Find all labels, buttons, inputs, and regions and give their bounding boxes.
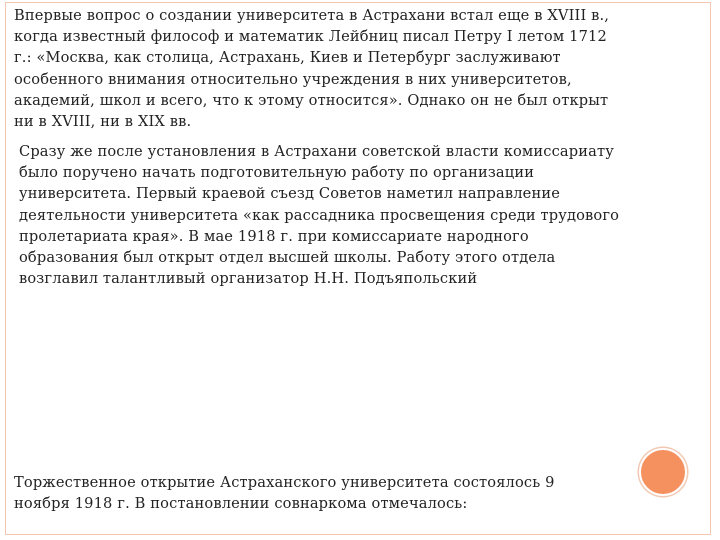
- text-line: академий, школ и всего, что к этому относится». Однако он не был открыт: [14, 91, 609, 109]
- text-line: особенного внимания относительно учреждения в них университетов,: [14, 70, 572, 88]
- text-line: Впервые вопрос о создании университета в Астрахани встал еще в XVIII в.,: [14, 7, 610, 24]
- text-line: образования был открыт отдел высшей школы. Работу этого отдела: [19, 249, 556, 267]
- text-line: возглавил талантливый организатор Н.Н. Подъяпольский: [19, 270, 478, 288]
- text-line: Торжественное открытие Астраханского университета состоялось 9: [14, 474, 555, 491]
- paragraph-history-intro: [14, 5, 674, 132]
- text-line: пролетариата края». В мае 1918 г. при комиссариате народного: [19, 227, 529, 245]
- text-line: г.: «Москва, как столица, Астрахань, Киев и Петербург заслуживают: [14, 49, 561, 67]
- text-line: ни в XVIII, ни в XIX вв.: [14, 113, 192, 131]
- paragraph-opening-ceremony: [14, 472, 674, 514]
- text-line: ноября 1918 г. В постановлении совнаркома отмечалось:: [14, 495, 468, 513]
- text-line: Сразу же после установления в Астрахани советской власти комиссариату: [19, 143, 614, 160]
- paragraph-soviet-period: [19, 141, 679, 289]
- text-line: университета. Первый краевой съезд Советов наметил направление: [19, 185, 561, 203]
- text-line: деятельности университета «как рассадника просвещения среди трудового: [19, 206, 620, 224]
- text-line: когда известный философ и математик Лейбниц писал Петру I летом 1712: [14, 28, 607, 46]
- slide-frame-bottom-line: [5, 534, 711, 535]
- text-line: было поручено начать подготовительную работу по организации: [19, 164, 535, 182]
